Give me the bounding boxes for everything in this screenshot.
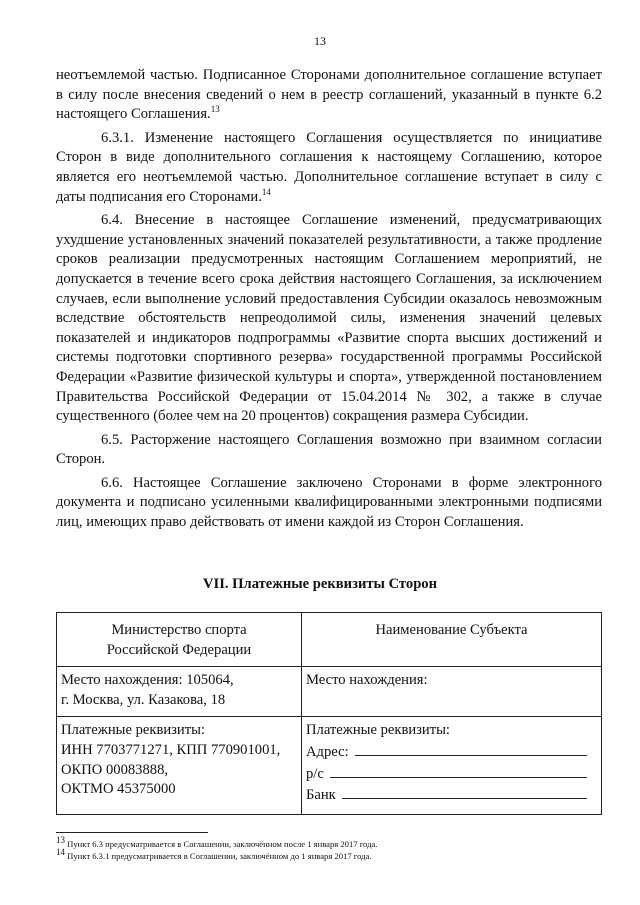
paragraph-6-3-1 <box>56 129 602 207</box>
subject-payment-cell <box>302 717 602 814</box>
paragraph-continuation <box>56 66 602 125</box>
section-title: VII. Платежные реквизиты Сторон <box>202 576 438 592</box>
inn-kpp-line: ИНН 7703771271, КПП 770901001, <box>61 741 281 758</box>
table-row <box>57 613 602 667</box>
footnotes <box>56 835 602 862</box>
ministry-location-line: Место нахождения: 105064, <box>61 672 234 689</box>
footnote-number: 14 <box>56 847 65 858</box>
address-blank-line <box>355 741 587 756</box>
bank-field <box>306 784 597 806</box>
paragraph-6-4: 6.4. Внесение в настоящее Соглашение изменений, предусматривающих ухудшение установленных значений показателей результативности, а также продление сроков реализации предусмотренных настоящим Соглашением мероприятий, не допускается в течение всего срока действия настоящего Соглашения, за исключением случаев, если выполнение условий предоставления Субсидии оказалось невозможным вследствие обстоятельств непреодолимой силы, изменения значений целевых показателей и индикаторов подпрограммы «Развитие спорта высших достижений и системы подготовки спортивного резерва» государственной программы Российской Федерации «Развитие физической культуры и спорта», утвержденной постановлением Правительства Российской Федерации от 15.04.2014 № 302, а также в случае существенного (более чем на 20 процентов) сокращения размера Субсидии. <box>56 212 602 425</box>
paragraph-text: неотъемлемой частью. Подписанное Сторонами дополнительное соглашение вступает в силу после внесения сведений о нем в реестр соглашений, указанный в пункте 6.2 настоящего Соглашения. <box>56 67 602 123</box>
ministry-payment-cell <box>57 717 302 814</box>
footnote-divider <box>56 832 208 833</box>
footnote <box>56 835 602 850</box>
ministry-name-line: Министерство спорта <box>111 622 247 638</box>
subject-name-label: Наименование Субъекта <box>375 622 528 638</box>
footnote-number: 13 <box>56 835 65 846</box>
subject-name-cell <box>302 613 602 667</box>
payment-title: Платежные реквизиты: <box>306 722 450 739</box>
ministry-name-cell <box>57 613 302 667</box>
footnote-ref: 13 <box>210 104 220 115</box>
address-field <box>306 741 597 763</box>
okpo-line: ОКПО 00083888, <box>61 761 169 778</box>
page-number: 13 <box>314 34 326 48</box>
address-label: Адрес: <box>306 743 349 760</box>
table-row <box>57 667 602 717</box>
subject-location-cell <box>302 667 602 717</box>
ministry-location-cell <box>57 667 302 717</box>
footnote-text: Пункт 6.3 предусматривается в Соглашении, заключённом после 1 января 2017 года. <box>67 839 378 849</box>
oktmo-line: ОКТМО 45375000 <box>61 781 176 798</box>
footnote <box>56 847 602 862</box>
paragraph-text: 6.3.1. Изменение настоящего Соглашения осуществляется по инициативе Сторон в виде дополнительного соглашения к настоящему Соглашению, которое является его неотъемлемой частью. Дополнительное соглашение вступает в силу с даты подписания его Сторонами. <box>56 129 602 205</box>
payment-details-table <box>56 612 602 815</box>
footnote-ref: 14 <box>261 186 271 197</box>
table-row <box>57 717 602 814</box>
bank-label: Банк <box>306 787 336 804</box>
account-blank-line <box>330 763 587 778</box>
ministry-name-line: Российской Федерации <box>106 641 252 658</box>
paragraph-6-6: 6.6. Настоящее Соглашение заключено Сторонами в форме электронного документа и подписано усиленными квалифицированными электронными подписями лиц, имеющих право действовать от имени каждой из Сторон Соглашения. <box>56 474 602 531</box>
bank-blank-line <box>342 784 587 799</box>
paragraph-6-5: 6.5. Расторжение настоящего Соглашения возможно при взаимном согласии Сторон. <box>56 431 602 468</box>
account-field <box>306 763 597 785</box>
account-label: р/с <box>306 765 324 782</box>
subject-location-label: Место нахождения: <box>306 672 428 689</box>
payment-title: Платежные реквизиты: <box>61 722 205 739</box>
document-body <box>56 66 602 537</box>
footnote-text: Пункт 6.3.1 предусматривается в Соглашении, заключённом до 1 января 2017 года. <box>67 851 372 861</box>
ministry-location-line: г. Москва, ул. Казакова, 18 <box>61 691 226 708</box>
